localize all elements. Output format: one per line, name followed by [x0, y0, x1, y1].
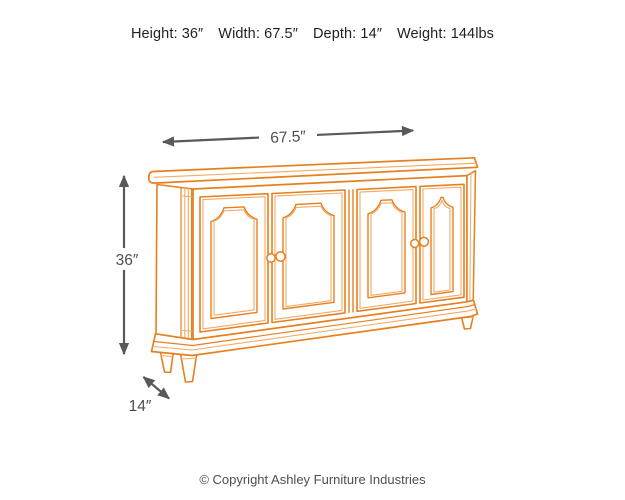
depth-dimension — [129, 377, 169, 415]
width-dimension — [163, 124, 413, 148]
width-dimension-label: 67.5″ — [269, 128, 307, 147]
spec-depth: Depth: 14″ — [312, 26, 382, 42]
door-3 — [357, 187, 416, 312]
spec-width: Width: 67.5″ — [218, 26, 298, 42]
depth-dimension-label: 14″ — [128, 398, 152, 415]
spec-height: Height: 36″ — [130, 26, 204, 42]
cabinet-illustration — [149, 158, 478, 382]
height-dimension — [109, 176, 142, 354]
cabinet-right-corner — [467, 171, 476, 303]
leg-front-left — [181, 353, 198, 383]
knob-icon — [420, 237, 429, 246]
depth-arrow — [144, 377, 170, 399]
knob-icon — [276, 252, 285, 261]
copyright-notice: © Copyright Ashley Furniture Industries — [199, 472, 426, 487]
height-dimension-label: 36″ — [115, 252, 139, 269]
cabinet-left-side — [156, 185, 193, 341]
spec-weight: Weight: 144lbs — [396, 26, 495, 42]
knob-icon — [267, 254, 275, 262]
knob-icon — [411, 240, 419, 248]
door-1 — [200, 194, 268, 332]
